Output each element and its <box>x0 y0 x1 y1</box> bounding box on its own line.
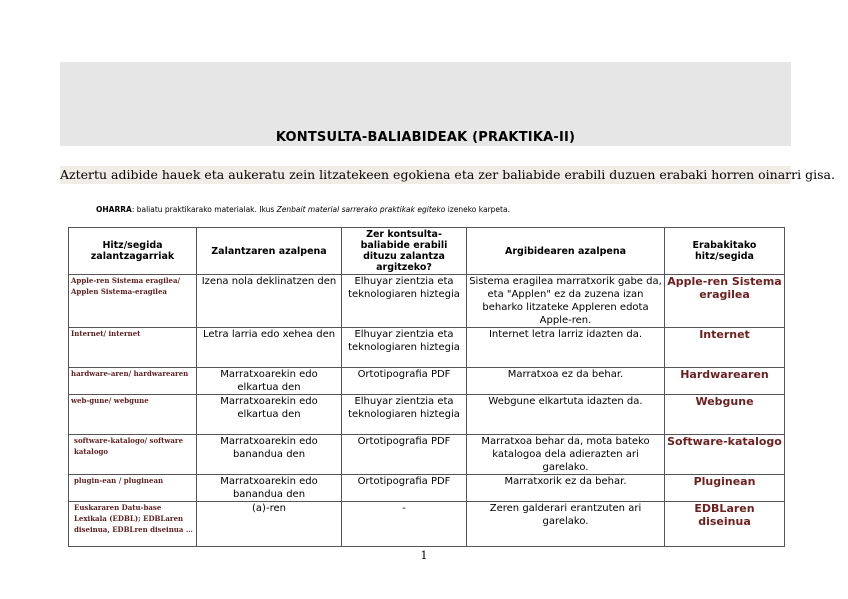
explanation-cell: Internet letra larriz idazten da. <box>467 328 665 368</box>
table-row <box>69 502 785 547</box>
table-row <box>69 475 785 502</box>
header-answer: Erabakitako hitz/segida <box>665 228 785 275</box>
resource-cell: Elhuyar zientzia eta teknologiaren hiztegia <box>342 275 467 328</box>
table-row <box>69 328 785 368</box>
term-cell: Apple-ren Sistema eragilea/ Applen Sistema-eragilea <box>69 275 197 328</box>
header-doubt: Zalantzaren azalpena <box>197 228 342 275</box>
note-text-after: izeneko karpeta. <box>445 205 510 214</box>
doubt-cell: Marratxoarekin edo banandua den <box>197 475 342 502</box>
header-term: Hitz/segida zalantzagarriak <box>69 228 197 275</box>
resource-cell: Ortotipografia PDF <box>342 435 467 475</box>
explanation-cell: Sistema eragilea marratxorik gabe da, eta "Applen" ez da zuzena izan beharko litzateke Appleren edota Apple-ren. <box>467 275 665 328</box>
answers-table <box>68 227 785 547</box>
answer-cell: Hardwarearen <box>665 368 785 395</box>
note-label: OHARRA <box>96 205 132 214</box>
explanation-cell: Marratxoa ez da behar. <box>467 368 665 395</box>
resource-cell: Elhuyar zientzia eta teknologiaren hiztegia <box>342 328 467 368</box>
term-cell: Euskararen Datu-base Lexikala (EDBL); EDBLaren diseinua, EDBLren diseinua … <box>69 502 197 547</box>
resource-cell: Elhuyar zientzia eta teknologiaren hiztegia <box>342 395 467 435</box>
resource-cell: - <box>342 502 467 547</box>
header-resource: Zer kontsulta-baliabide erabili dituzu zalantza argitzeko? <box>342 228 467 275</box>
table-row <box>69 435 785 475</box>
instruction-text: Aztertu adibide hauek eta aukeratu zein litzatekeen egokiena eta zer baliabide erabili duzuen erabaki horren oinarri gisa. <box>60 167 835 182</box>
doubt-cell: Marratxoarekin edo elkartua den <box>197 395 342 435</box>
answer-cell: Apple-ren Sistema eragilea <box>665 275 785 328</box>
term-cell: web-gune/ webgune <box>69 395 197 435</box>
explanation-cell: Zeren galderari erantzuten ari garelako. <box>467 502 665 547</box>
doubt-cell: Izena nola deklinatzen den <box>197 275 342 328</box>
answer-cell: Software-katalogo <box>665 435 785 475</box>
doubt-cell: Letra larria edo xehea den <box>197 328 342 368</box>
note-text <box>96 205 510 214</box>
resource-cell: Ortotipografia PDF <box>342 368 467 395</box>
term-cell: software-katalogo/ software katalogo <box>69 435 197 475</box>
note-italic-folder: Zenbait material sarrerako praktikak egiteko <box>276 205 446 214</box>
explanation-cell: Marratxorik ez da behar. <box>467 475 665 502</box>
table-row <box>69 275 785 328</box>
doubt-cell: Marratxoarekin edo elkartua den <box>197 368 342 395</box>
table-header-row <box>69 228 785 275</box>
explanation-cell: Webgune elkartuta idazten da. <box>467 395 665 435</box>
resource-cell: Ortotipografia PDF <box>342 475 467 502</box>
note-text-before: : baliatu praktikarako materialak. Ikus <box>131 205 277 214</box>
answer-cell: Webgune <box>665 395 785 435</box>
explanation-cell: Marratxoa behar da, mota bateko katalogoa dela adierazten ari garelako. <box>467 435 665 475</box>
page-title: KONTSULTA-BALIABIDEAK (PRAKTIKA-II) <box>275 130 576 145</box>
table-row <box>69 395 785 435</box>
header-explanation: Argibidearen azalpena <box>467 228 665 275</box>
term-cell: Internet/ internet <box>69 328 197 368</box>
answer-cell: EDBLaren diseinua <box>665 502 785 547</box>
answer-cell: Internet <box>665 328 785 368</box>
page-number: 1 <box>420 549 428 562</box>
table-row <box>69 368 785 395</box>
doubt-cell: Marratxoarekin edo banandua den <box>197 435 342 475</box>
doubt-cell: (a)-ren <box>197 502 342 547</box>
term-cell: plugin-ean / pluginean <box>69 475 197 502</box>
answer-cell: Pluginean <box>665 475 785 502</box>
term-cell: hardware-aren/ hardwarearen <box>69 368 197 395</box>
